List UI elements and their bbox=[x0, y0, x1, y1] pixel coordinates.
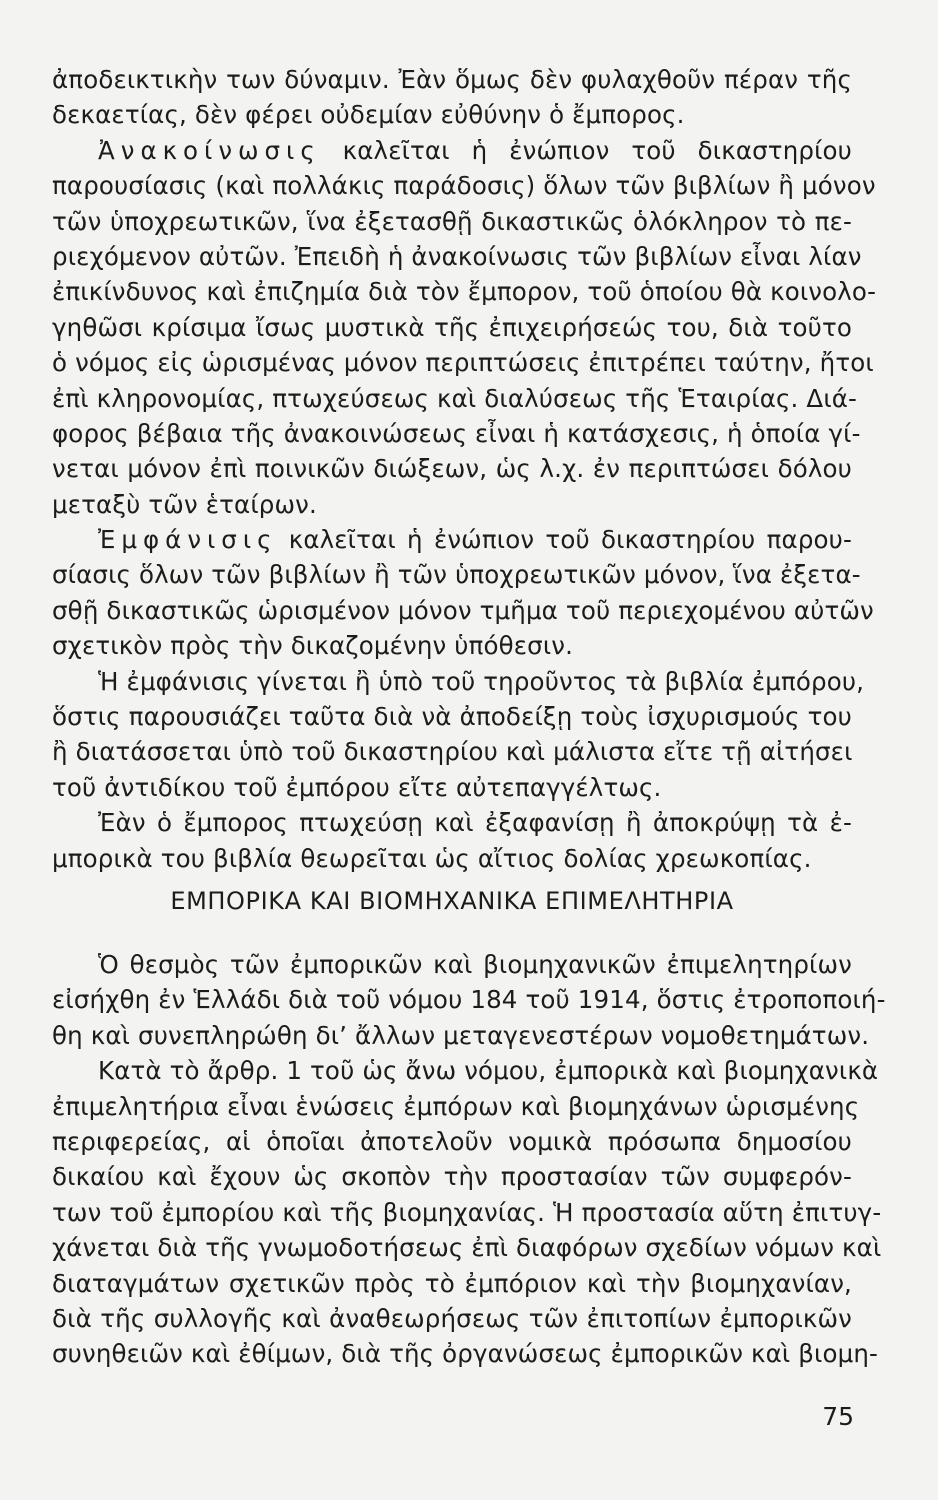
text-line: σχετικὸν πρὸς τὴν δικαζομένην ὑπόθεσιν. bbox=[52, 631, 574, 661]
text-block-upper bbox=[52, 62, 877, 876]
text-line: σθῇ δικαστικῶς ὡρισμένον μόνον τμῆμα τοῦ περιεχομένου αὐτῶν bbox=[52, 595, 874, 625]
text-line: Ἡ ἐμφάνισις γίνεται ἢ ὑπὸ τοῦ τηροῦντος τὰ βιβλία ἐμπόρου, bbox=[98, 666, 865, 696]
text-line: σίασις ὅλων τῶν βιβλίων ἢ τῶν ὑποχρεωτικῶν μόνον, ἵνα ἐξετα- bbox=[52, 560, 861, 590]
section-heading: ΕΜΠΟΡΙΚΑ ΚΑΙ ΒΙΟΜΗΧΑΝΙΚΑ ΕΠΙΜΕΛΗΤΗΡΙΑ bbox=[170, 887, 734, 915]
page-number: 75 bbox=[822, 1402, 854, 1431]
text-line: μπορικὰ του βιβλία θεωρεῖται ὡς αἴτιος δολίας χρεωκοπίας. bbox=[52, 843, 812, 873]
text-line: φορος βέβαια τῆς ἀνακοινώσεως εἶναι ἡ κατάσχεσις, ἡ ὁποία γί- bbox=[52, 418, 861, 448]
text-line: ἐπικίνδυνος καὶ ἐπιζημία διὰ τὸν ἔμπορον, τοῦ ὁποίου θὰ κοινολο- bbox=[52, 277, 877, 307]
text-line: γηθῶσι κρίσιμα ἴσως μυστικὰ τῆς ἐπιχειρήσεώς του, διὰ τοῦτο bbox=[52, 312, 852, 342]
text-line: τοῦ ἀντιδίκου τοῦ ἐμπόρου εἴτε αὐτεπαγγέλτως. bbox=[52, 772, 662, 802]
text-line: συνηθειῶν καὶ ἐθίμων, διὰ τῆς ὀργανώσεως ἐμπορικῶν καὶ βιομη- bbox=[52, 1339, 879, 1369]
text-line: παρουσίασις (καὶ πολλάκις παράδοσις) ὅλων τῶν βιβλίων ἢ μόνον bbox=[52, 171, 876, 201]
text-line: ὁ νόμος εἰς ὡρισμένας μόνον περιπτώσεις ἐπιτρέπει ταύτην, ἤτοι bbox=[52, 348, 874, 378]
text-line: μεταξὺ τῶν ἑταίρων. bbox=[52, 489, 317, 519]
text-line: χάνεται διὰ τῆς γνωμοδοτήσεως ἐπὶ διαφόρων σχεδίων νόμων καὶ bbox=[52, 1233, 882, 1263]
text-line: Ὁ θεσμὸς τῶν ἐμπορικῶν καὶ βιομηχανικῶν ἐπιμελητηρίων bbox=[98, 950, 852, 979]
text-line: δεκαετίας, δὲν φέρει οὐδεμίαν εὐθύνην ὁ ἔμπορος. bbox=[52, 100, 685, 130]
text-block-lower bbox=[52, 947, 886, 1372]
text-line: ἢ διατάσσεται ὑπὸ τοῦ δικαστηρίου καὶ μάλιστα εἴτε τῇ αἰτήσει bbox=[52, 737, 853, 767]
text-line bbox=[52, 133, 852, 168]
line-rest: καλεῖται ἡ ἐνώπιον τοῦ δικαστηρίου bbox=[320, 135, 852, 165]
text-line: περιφερείας, αἱ ὁποῖαι ἀποτελοῦν νομικὰ πρόσωπα δημοσίου bbox=[52, 1126, 852, 1156]
text-line: ἐπιμελητήρια εἶναι ἑνώσεις ἐμπόρων καὶ βιομηχάνων ὡρισμένης bbox=[52, 1091, 860, 1121]
text-line: ὅστις παρουσιάζει ταῦτα διὰ νὰ ἀποδείξῃ τοὺς ἰσχυρισμούς του bbox=[52, 702, 852, 732]
text-line: τῶν ὑποχρεωτικῶν, ἵνα ἐξετασθῇ δικαστικῶς ὁλόκληρον τὸ πε- bbox=[52, 206, 852, 236]
term-spaced: Ἀνακοίνωσις bbox=[98, 135, 321, 165]
text-line: διαταγμάτων σχετικῶν πρὸς τὸ ἐμπόριον καὶ τὴν βιομηχανίαν, bbox=[52, 1268, 852, 1298]
text-line: ριεχόμενον αὐτῶν. Ἐπειδὴ ἡ ἀνακοίνωσις τῶν βιβλίων εἶναι λίαν bbox=[52, 241, 862, 271]
text-line bbox=[52, 522, 852, 557]
text-line: διὰ τῆς συλλογῆς καὶ ἀναθεωρήσεως τῶν ἐπιτοπίων ἐμπορικῶν bbox=[52, 1303, 852, 1333]
text-line: θη καὶ συνεπληρώθη δι’ ἄλλων μεταγενεστέρων νομοθετημάτων. bbox=[52, 1020, 870, 1050]
text-line: των τοῦ ἐμπορίου καὶ τῆς βιομηχανίας. Ἡ προστασία αὕτη ἐπιτυγ- bbox=[52, 1197, 882, 1227]
text-line: εἰσήχθη ἐν Ἑλλάδι διὰ τοῦ νόμου 184 τοῦ 1914, ὅστις ἐτροποποιή- bbox=[52, 985, 886, 1015]
text-line: ἀποδεικτικὴν των δύναμιν. Ἐὰν ὅμως δὲν φυλαχθοῦν πέραν τῆς bbox=[52, 65, 852, 94]
term-spaced: Ἐμφάνισις bbox=[98, 525, 278, 555]
text-line: Ἐὰν ὁ ἔμπορος πτωχεύσῃ καὶ ἐξαφανίσῃ ἢ ἀποκρύψῃ τὰ ἐ- bbox=[98, 808, 852, 838]
text-line: Κατὰ τὸ ἄρθρ. 1 τοῦ ὡς ἄνω νόμου, ἐμπορικὰ καὶ βιομηχανικὰ bbox=[98, 1056, 879, 1086]
text-line: ἐπὶ κληρονομίας, πτωχεύσεως καὶ διαλύσεως τῆς Ἑταιρίας. Διά- bbox=[52, 383, 858, 413]
text-line: δικαίου καὶ ἔχουν ὡς σκοπὸν τὴν προστασίαν τῶν συμφερόν- bbox=[52, 1162, 852, 1192]
line-rest: καλεῖται ἡ ἐνώπιον τοῦ δικαστηρίου παρου- bbox=[277, 525, 852, 555]
text-line: νεται μόνον ἐπὶ ποινικῶν διώξεων, ὡς λ.χ. ἐν περιπτώσει δόλου bbox=[52, 454, 852, 484]
